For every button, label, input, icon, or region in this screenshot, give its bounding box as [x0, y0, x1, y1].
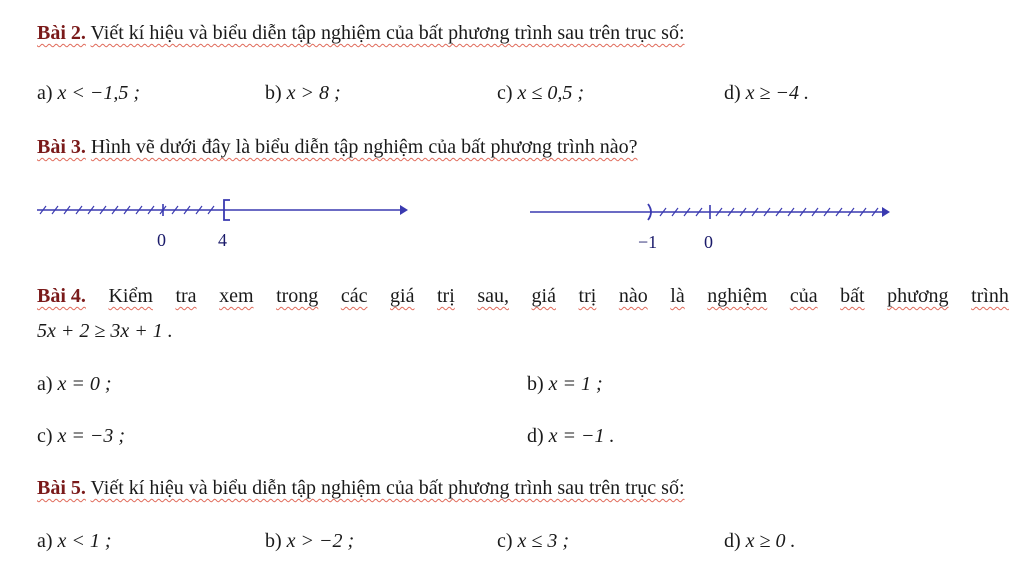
bai2-item-c: c) x ≤ 0,5 ; — [497, 82, 585, 104]
bai5-item-d: d) x ≥ 0 . — [724, 530, 796, 552]
tick-label-0: 0 — [157, 230, 166, 250]
bai5-heading — [37, 477, 685, 500]
bai2-item-d: d) x ≥ −4 . — [724, 82, 810, 104]
tick-label-4: 4 — [218, 230, 227, 250]
arrow-icon — [400, 205, 408, 215]
tick-label-minus-1: −1 — [638, 232, 658, 252]
bai4-heading: Bài 4. Kiểm tra xem trong các giá trị sau, giá trị nào là nghiệm của bất phương trình — [37, 285, 1009, 307]
bai5-item-a: a) x < 1 ; — [37, 530, 112, 552]
bai4-item-b: b) x = 1 ; — [527, 373, 603, 395]
bai4-item-d: d) x = −1 . — [527, 425, 615, 447]
number-line-1 — [37, 200, 408, 250]
bai5-text: Viết kí hiệu và biểu diễn tập nghiệm của bất phương trình sau trên trục số: — [90, 477, 685, 499]
bai5-item-c: c) x ≤ 3 ; — [497, 530, 570, 552]
number-line-2 — [530, 204, 890, 252]
bai3-text: Hình vẽ dưới đây là biểu diễn tập nghiệm của bất phương trình nào? — [90, 136, 638, 158]
bai2-item-a: a) x < −1,5 ; — [37, 82, 141, 104]
bai3-label: Bài 3. — [37, 136, 86, 158]
arrow-icon — [882, 207, 890, 217]
bai4-item-a: a) x = 0 ; — [37, 373, 112, 395]
bai5-label: Bài 5. — [37, 477, 86, 499]
bai2-item-b: b) x > 8 ; — [265, 82, 341, 104]
bai5-item-b: b) x > −2 ; — [265, 530, 355, 552]
bai4-item-c: c) x = −3 ; — [37, 425, 126, 447]
bai2-text: Viết kí hiệu và biểu diễn tập nghiệm của bất phương trình sau trên trục số: — [90, 22, 685, 44]
bai4-expression: 5x + 2 ≥ 3x + 1 . — [37, 320, 173, 342]
tick-label-0: 0 — [704, 232, 713, 252]
bai2-label: Bài 2. — [37, 22, 86, 44]
bai4-label: Bài 4. — [37, 285, 86, 307]
